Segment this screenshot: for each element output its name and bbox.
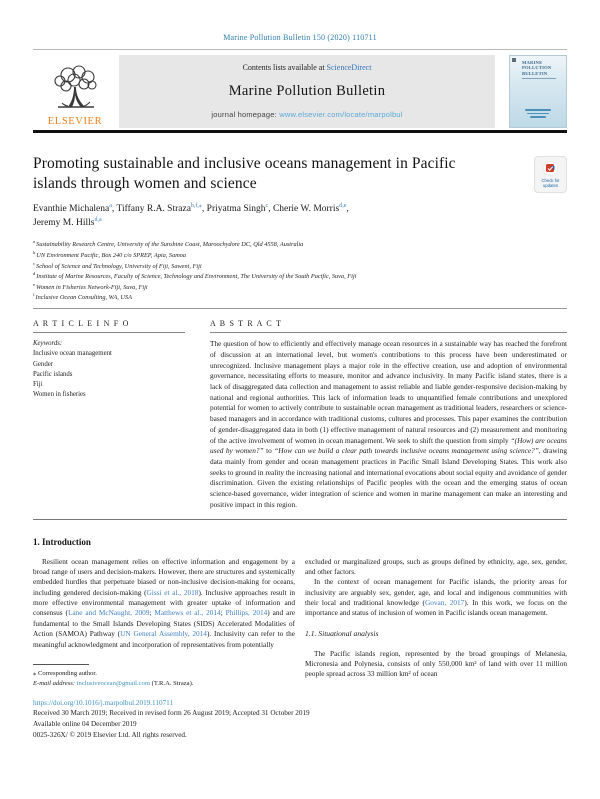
- keyword: Pacific islands: [33, 370, 73, 378]
- text-segment: “How can we build a clear path towards inclusive oceans management using science?”: [274, 446, 539, 456]
- contents-prefix: Contents lists available at: [242, 63, 327, 72]
- affiliation-list: [33, 239, 567, 303]
- text-segment: “(How) are oceans used by women?”: [210, 435, 568, 456]
- email-link[interactable]: inclusiveocean@gmail.com: [76, 679, 150, 687]
- affiliation: [33, 282, 567, 293]
- journal-masthead: [33, 55, 567, 128]
- subsection-heading-situational-analysis: 1.1. Situational analysis: [305, 628, 379, 638]
- author-list: [33, 202, 363, 231]
- text-segment: ). Inclusivity can refer to the meaningful acknowledgment and incorporation of representatives from potentially: [33, 629, 295, 649]
- article-title: Promoting sustainable and inclusive oceans management in Pacific islands through women and science: [33, 155, 456, 192]
- author-affiliation-sup[interactable]: b,f,⁎: [190, 202, 202, 209]
- elsevier-wordmark: ELSEVIER: [47, 116, 103, 127]
- affiliation-sup: d: [33, 271, 36, 277]
- author-affiliation-sup[interactable]: c: [265, 202, 269, 209]
- author: [33, 218, 102, 228]
- affiliation-text: Women in Fisheries Network-Fiji, Suva, Fiji: [36, 283, 148, 291]
- body-paragraph: excluded or marginalized groups, such as groups defined by ethnicity, age, sex, gender, and other factors.: [305, 556, 567, 576]
- footnote-block: [33, 664, 295, 689]
- author: [117, 204, 207, 214]
- author-separator: ,: [201, 203, 207, 214]
- citation-link[interactable]: Govan, 2017: [424, 598, 465, 608]
- citation-link[interactable]: Gissi et al., 2018: [146, 587, 199, 597]
- sciencedirect-link[interactable]: ScienceDirect: [326, 63, 372, 72]
- right-column: [305, 557, 567, 689]
- author-name: Cherie W. Morris: [272, 203, 340, 214]
- doi-link[interactable]: https://doi.org/10.1016/j.marpolbul.2019.110711: [33, 698, 174, 707]
- journal-title: Marine Pollution Bulletin: [228, 82, 386, 99]
- affiliation-text: Inclusive Ocean Consulting, WA, USA: [35, 294, 132, 302]
- citation-link[interactable]: UN General Assembly, 2014: [120, 629, 207, 639]
- keyword: Inclusive ocean management: [33, 350, 112, 358]
- affiliation-sup: e: [33, 281, 36, 287]
- section-heading-introduction: 1. Introduction: [33, 536, 91, 547]
- homepage-prefix: journal homepage:: [211, 110, 280, 119]
- email-suffix: (T.R.A. Straza).: [150, 679, 194, 687]
- masthead-rule: [33, 130, 567, 133]
- journal-homepage-link[interactable]: www.elsevier.com/locate/marpolbul: [279, 110, 403, 119]
- left-column: [33, 557, 295, 689]
- keyword: Women in fisheries: [33, 391, 86, 399]
- affiliation: [33, 261, 567, 272]
- text-segment: , drawing data mainly from gender and ocean management practices in Pacific Small Island Developing States. This work also seeks to ground in reality the increasing national and international evocations about social equity and avoidance of gender discrimination. Given the existing relationships of Pacific peoples with the ocean and the emerging status of ocean science-based governance, wider integration of science and women in marine management can make an interesting and positive impact in this region.: [210, 446, 568, 509]
- article-info-rule: [33, 332, 185, 333]
- footnote-rule: [33, 664, 89, 665]
- author-name: Priyatma Singh: [206, 203, 266, 214]
- author-separator: ,: [268, 203, 273, 214]
- affiliation-sup: a: [33, 239, 36, 245]
- keyword: Gender: [33, 360, 54, 368]
- cover-publisher-mark-icon: [512, 58, 516, 62]
- crossmark-icon: [543, 161, 558, 176]
- email-label: E-mail address:: [33, 679, 76, 687]
- issn-copyright: 0025-326X/ © 2019 Elsevier Ltd. All rights reserved.: [33, 731, 187, 740]
- masthead-center-panel: [119, 55, 495, 128]
- affiliation-sup: c: [33, 260, 36, 266]
- author: [207, 204, 273, 214]
- author: [273, 204, 349, 214]
- available-online: Available online 04 December 2019: [33, 720, 137, 729]
- citation-link[interactable]: Lane and McNaught, 2009: [67, 608, 150, 618]
- author-separator: ,: [346, 203, 349, 214]
- text-segment: The question of how to efficiently and effectively manage ocean resources in a sustainable way has reached the forefront of discussion at an international level, but women's contributions to this process have been underestimated or unrecognized. Inclusive management plays a major role in the effective creation, use and adoption of environmental governance, necessitating efforts to measure, monitor and advance inclusivity. In many Pacific island states, there is a lack of disaggregated data collection and management to assist reliable and liable gender-responsive decision-making by national and regional authorities. This lack of information leads to unquantified female contributions and unexplored potential for women to actively contribute to sustainable ocean management as traditional leaders, researchers or science-based managers and in accordance with traditional customs, cultures and processes. This paper examines the contribution of gender-disaggregated data in both (1) effective management of natural resources and (2) measurement and monitoring of the active involvement of women in ocean management. We seek to shift the question from simply: [210, 339, 567, 445]
- text-segment: to: [263, 446, 275, 456]
- abstract-heading: A B S T R A C T: [210, 319, 283, 329]
- affiliation-text: UN Environment Pacific, Box 240 c/o SPREP, Apia, Samoa: [36, 251, 187, 259]
- intro-paragraph: [33, 557, 295, 650]
- author-name: Evanthie Michalena: [33, 203, 110, 214]
- cover-title: MARINE POLLUTION BULLETIN: [522, 60, 552, 76]
- keyword: Fiji: [33, 380, 43, 388]
- keywords-label: Keywords:: [33, 340, 63, 348]
- author: [33, 204, 117, 214]
- text-segment: ) and are fundamental to the Small Islands Developing States (SIDS) Accelerated Modalities of Action (SAMOA) Pathway (: [33, 608, 296, 639]
- homepage-line: [211, 110, 402, 119]
- affiliation-sup: f: [33, 292, 35, 298]
- body-paragraph: [305, 577, 567, 618]
- affiliation-text: Sustainability Research Centre, University of the Sunshine Coast, Maroochydore DC, Qld 4558, Australia: [36, 241, 304, 249]
- elsevier-logo[interactable]: [33, 55, 117, 128]
- body-columns: [33, 557, 567, 689]
- author-affiliation-sup[interactable]: d,e: [339, 202, 347, 209]
- affiliation-sup: b: [33, 249, 36, 255]
- text-segment: Resilient ocean management relies on effective information and engagement by a broad range of users and decision-makers. However, there are structures and systemically embedded hurdles that perpetuate biased or non-inclusive decision-making for oceans, including gendered decision-making (: [33, 556, 295, 597]
- text-segment: ;: [149, 608, 155, 618]
- author-affiliation-sup[interactable]: a: [109, 202, 112, 209]
- cover-subtitle-line: [522, 78, 556, 79]
- cover-waves-icon: [525, 107, 551, 118]
- author-name: Jeremy M. Hills: [33, 218, 95, 229]
- header-divider: [33, 49, 567, 50]
- contents-list-line: [243, 63, 372, 72]
- body-paragraph: The Pacific islands region, represented by the broad groupings of Melanesia, Micronesia and Polynesia, consists of only 550,000 km² of land with over 11 million people spread across 33 million km² of ocean: [305, 648, 567, 679]
- journal-citation-link[interactable]: Marine Pollution Bulletin 150 (2020) 110711: [223, 33, 377, 42]
- article-info-heading: A R T I C L E I N F O: [33, 319, 130, 329]
- author-separator: ,: [111, 203, 117, 214]
- check-for-updates-badge[interactable]: [534, 156, 567, 193]
- received-dates: Received 30 March 2019; Received in revised form 26 August 2019; Accepted 31 October 2019: [33, 709, 310, 718]
- journal-cover-thumbnail[interactable]: [509, 55, 567, 128]
- affiliation: [33, 292, 567, 303]
- affiliation: [33, 250, 567, 261]
- corresponding-author-note: ⁎ Corresponding author.: [33, 669, 97, 677]
- abstract-text: [210, 339, 567, 511]
- text-segment: ). In this work, we focus on the importance and status of inclusion of women in Pacific islands ocean management.: [305, 598, 567, 618]
- text-segment: ;: [220, 608, 226, 618]
- author-name: Tiffany R.A. Straza: [116, 203, 191, 214]
- author-affiliation-sup[interactable]: d,a: [94, 216, 102, 223]
- affiliation: [33, 271, 567, 282]
- affiliation-text: Institute of Marine Resources, Faculty of Science, Technology and Environment, The University of the South Pacific, Suva, Fiji: [36, 273, 357, 281]
- text-segment: ). Inclusive approaches result in more effective environmental management with greater uptake of information and consensus (: [33, 587, 295, 618]
- email-line: [33, 679, 295, 689]
- check-for-updates-label: Check for updates: [541, 177, 560, 188]
- citation-link[interactable]: Phillips, 2014: [225, 608, 268, 618]
- affiliation-text: School of Science and Technology, University of Fiji, Saweni, Fiji: [36, 262, 202, 270]
- citation-link[interactable]: Matthews et al., 2014: [154, 608, 221, 618]
- info-abstract-section: [33, 309, 567, 520]
- abstract-rule: [210, 332, 567, 333]
- affiliation: [33, 239, 567, 250]
- text-segment: In the context of ocean management for Pacific islands, the priority areas for inclusivity are arguably sex, gender, age, and local and indigenous communities with their local and traditional knowledge (: [305, 577, 567, 608]
- article-footer: [33, 698, 567, 741]
- elsevier-tree-icon: [46, 63, 104, 115]
